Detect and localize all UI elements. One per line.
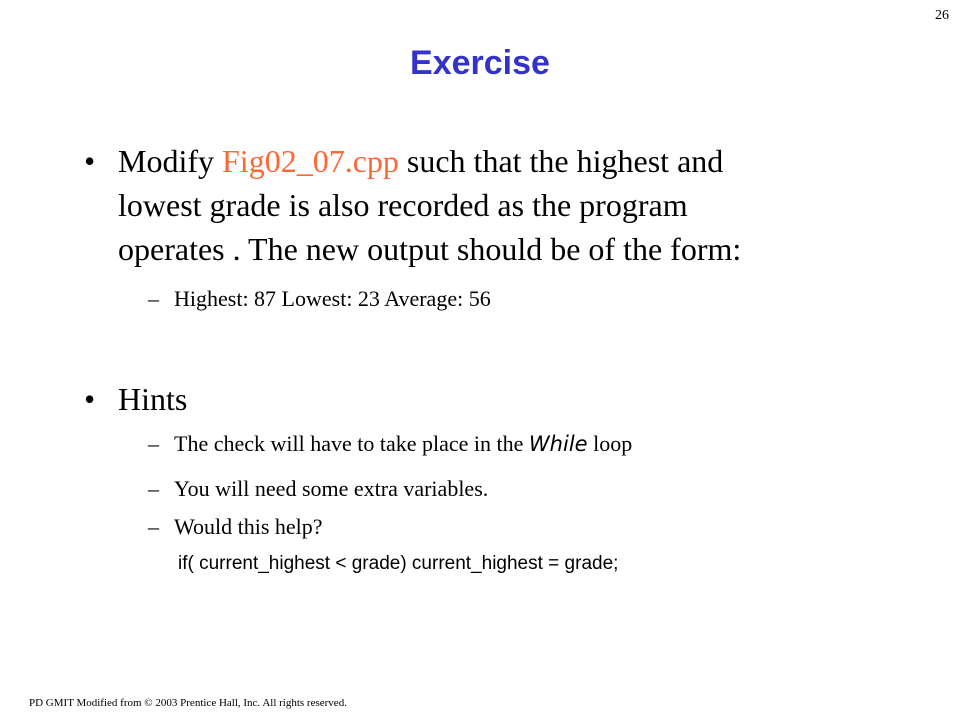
bullet-modify-line-2: lowest grade is also recorded as the program bbox=[118, 187, 688, 223]
bullet-modify-text bbox=[118, 139, 868, 271]
bullet-hints-text: Hints bbox=[118, 381, 188, 417]
hint-question-text: Would this help? bbox=[174, 514, 323, 539]
bullet-modify-line-1-rest: such that the highest and bbox=[398, 143, 724, 179]
footer-pre: PD GMIT Modified from bbox=[29, 697, 145, 709]
bullet-hints bbox=[84, 377, 864, 421]
hint-while-post: loop bbox=[587, 431, 633, 456]
while-keyword: While bbox=[528, 432, 588, 456]
bullet-modify-lead: Modify bbox=[118, 143, 222, 179]
dash-marker: – bbox=[148, 476, 159, 501]
hint-while-loop-text bbox=[174, 429, 632, 459]
copyright-symbol: © bbox=[144, 697, 153, 709]
slide-title: Exercise bbox=[410, 44, 550, 82]
bullet-modify-line-1 bbox=[118, 139, 868, 183]
dash-marker: – bbox=[148, 431, 159, 456]
footer-post: 2003 Prentice Hall, Inc. All rights reserved. bbox=[152, 697, 347, 709]
hint-while-pre: The check will have to take place in the bbox=[174, 431, 529, 456]
dash-marker: – bbox=[148, 514, 159, 539]
hint-variables-text: You will need some extra variables. bbox=[174, 476, 489, 501]
footer-copyright bbox=[29, 697, 347, 709]
output-example-text: Highest: 87 Lowest: 23 Average: 56 bbox=[174, 286, 491, 311]
dash-marker: – bbox=[148, 286, 159, 311]
bullet-marker: • bbox=[84, 381, 96, 417]
bullet-modify bbox=[84, 139, 864, 271]
bullet-marker: • bbox=[84, 143, 96, 179]
page-number: 26 bbox=[935, 8, 949, 23]
code-snippet: if( current_highest < grade) current_highest = grade; bbox=[178, 553, 619, 574]
file-name-highlight: Fig02_07.cpp bbox=[222, 143, 399, 179]
bullet-modify-line-3: operates . The new output should be of the form: bbox=[118, 231, 742, 267]
